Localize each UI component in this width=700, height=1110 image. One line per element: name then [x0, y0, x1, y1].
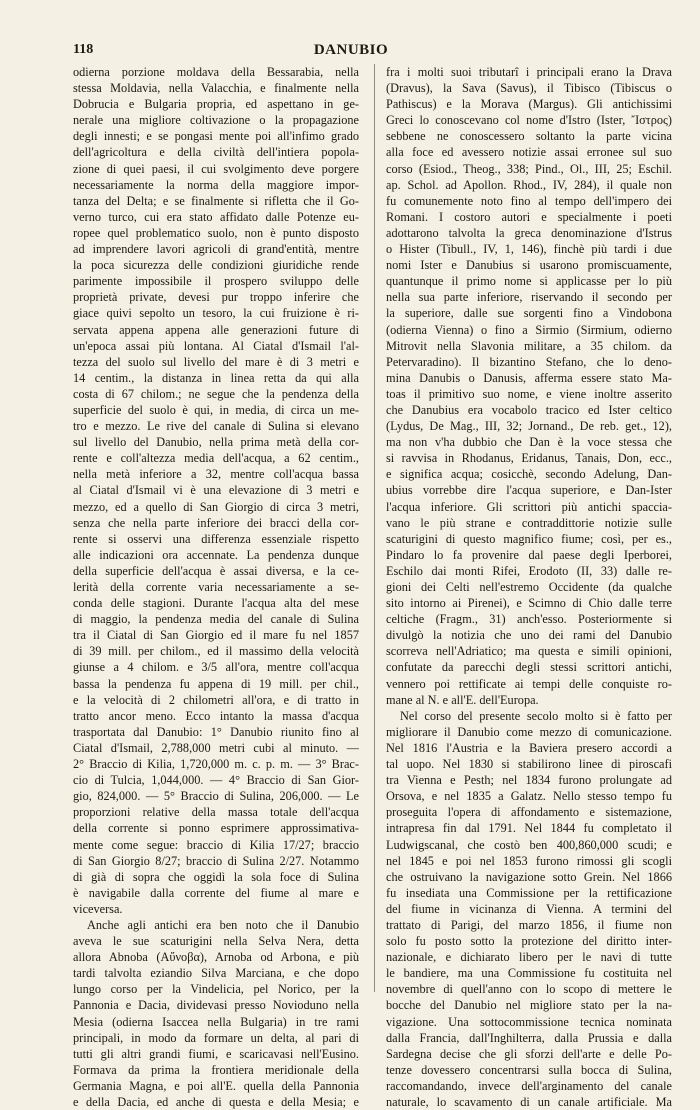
text-line: scaturigini di questo magnifico fiume; così, per es.,: [386, 531, 672, 546]
text-line: confutate da parecchi degli stessi scrittori antichi,: [386, 660, 672, 675]
text-line: proporzioni relative della massa totale dell'acqua: [73, 805, 359, 820]
text-line: della superficie dell'acqua è assai diversa, e la ce-: [73, 563, 359, 578]
text-line: Pindaro lo fa provenire dal paese degli Iperborei,: [386, 547, 672, 562]
text-line: e della Dacia, ed anche di questa e della Mesia; e: [73, 1095, 359, 1109]
text-line: parimente impossibile il prospero sviluppo delle: [73, 274, 359, 289]
text-line: l'acqua inferiore. Gli scrittori più antichi spaccia-: [386, 499, 672, 514]
text-line: e significa acqua; cosicchè, secondo Adelung, Dan-: [386, 467, 672, 482]
text-line: tratto ancor meno. Ecco intanto la massa d'acqua: [73, 708, 359, 723]
text-line: tra il Ciatal di San Giorgio ed il mare fu nel 1857: [73, 628, 359, 643]
text-line: rente e coll'altezza media dell'acqua, a 62 centim.,: [73, 451, 359, 466]
text-line: Greci lo conoscevano col nome d'Istro (Ister, Ἴστρος): [386, 113, 672, 128]
text-line: Formava da prima la frontiera meridionale della: [73, 1062, 359, 1077]
text-line: Ludwigscanal, che costò ben 400,860,000 scudi; e: [386, 837, 672, 852]
text-line: (odierna Vienna) o fino a Sirmio (Sirmium, odierno: [386, 322, 672, 337]
text-line: al Ciatal d'Ismail vi è una elevazione di 3 metri e: [73, 483, 359, 498]
text-line: intrapresa fin dal 1791. Nel 1844 fu completato il: [386, 821, 672, 836]
text-line: che ostruivano la navigazione sotto Grein. Nel 1866: [386, 869, 672, 884]
text-line: quantunque il primo nome si applicasse per lo più: [386, 274, 672, 289]
text-line: nomi Ister e Danubius si usarono promiscuamente,: [386, 258, 672, 273]
text-line: di 39 mill. per chilom., ed il massimo della velocità: [73, 644, 359, 659]
text-line: nazionale, e dichiarato libero per le navi di tutte: [386, 950, 672, 965]
text-line: Nel 1816 l'Austria e la Baviera presero accordi a: [386, 740, 672, 755]
text-line: trattato di Parigi, del marzo 1856, il fiume non: [386, 917, 672, 932]
text-line: solo fu posto sotto la protezione del diritto inter-: [386, 934, 672, 949]
text-line: scorreva nell'Adriatico; ma questa e simili opinioni,: [386, 644, 672, 659]
text-line: (Dravus), la Sava (Savus), il Tibisco (Tibiscus o: [386, 81, 672, 96]
text-line: Petervaradino). Il bizantino Stefano, che lo deno-: [386, 354, 672, 369]
text-line: novembre di quell'anno con lo scopo di mettere le: [386, 982, 672, 997]
text-line: lungo corso per la Vindelicia, pel Norico, per la: [73, 982, 359, 997]
text-line: conda delle stagioni. Durante l'acqua alta del mese: [73, 596, 359, 611]
text-line: tutti gli altri grandi fiumi, e scaricavasi nell'Eusino.: [73, 1046, 359, 1061]
text-line: Pathiscus) e la Morava (Margus). Gli antichissimi: [386, 97, 672, 112]
text-line: gioni dei Celti nell'estremo Occidente (da qualche: [386, 580, 672, 594]
text-line: allora Abnoba (Αὔνοβα), Arnoba od Arbona, e più: [73, 950, 359, 965]
text-line: adottarono talvolta la greca denominazione d'Istrus: [386, 225, 672, 240]
text-line: divulgò la notizia che uno dei rami del Danubio: [386, 628, 672, 643]
text-line: la poca sicurezza delle condizioni giuridiche rende: [73, 258, 359, 273]
text-line: bocche del Danubio nel migliore stato per la na-: [386, 998, 672, 1013]
text-line: Ciatal d'Ismail, 2,788,000 metri cubi al minuto. —: [73, 740, 359, 755]
text-line: Anche agli antichi era ben noto che il Danubio: [87, 917, 359, 932]
text-line: odierna porzione moldava della Bessarabia, nella: [73, 65, 359, 79]
text-line: proseguita l'opera di affondamento e sistemazione,: [386, 805, 672, 820]
text-line: le bandiere, ma una Commissione fu costituita nel: [386, 966, 672, 981]
text-line: tra Vienna e Pesth; nel 1834 furono prolungate ad: [386, 773, 672, 788]
text-line: e la velocità di 2 chilometri all'ora, e di tratto in: [73, 692, 359, 707]
text-line: fra i molti suoi tributarî i principali erano la Drava: [386, 65, 672, 79]
text-line: è navigabile dalla corrente del fiume al mare e: [73, 885, 359, 900]
text-line: di San Giorgio 8/27; braccio di Sulina 2/27. Notammo: [73, 853, 359, 868]
text-line: la superiore, dalle sue sorgenti fino a Vindobona: [386, 306, 672, 321]
text-line: lerità della corrente varia necessariamente a se-: [73, 580, 359, 594]
text-line: superficie del suolo è qui, in media, di circa un me-: [73, 402, 359, 417]
right-column: [386, 64, 672, 1110]
text-line: Pannonia e Dacia, dividevasi presso Novioduno nella: [73, 998, 359, 1013]
text-line: migliorare il Danubio come mezzo di comunicazione.: [386, 724, 672, 739]
text-line: principali, in modo da formare un delta, al pari di: [73, 1030, 359, 1045]
column-divider: [374, 64, 375, 992]
text-line: mane al N. e all'E. dell'Europa.: [386, 692, 539, 707]
text-line: 14 centim., la distanza in linea retta da qui alla: [73, 370, 359, 385]
text-line: Orsova, e nel 1835 a Galatz. Nello stesso tempo fu: [386, 789, 672, 804]
page-number: 118: [73, 42, 94, 57]
text-line: necessariamente la norma della maggiore impor-: [73, 177, 359, 192]
text-line: un'epoca assai più lontana. Al Ciatal d'Ismail l'al-: [73, 338, 359, 353]
text-line: tal uopo. Nel 1830 si stabilirono linee di piroscafi: [386, 757, 672, 772]
text-line: Mitrovit nella Slavonia militare, a 35 chilom. da: [386, 338, 672, 353]
text-line: mezzo, ed a quello di San Giorgio di circa 3 metri,: [73, 499, 359, 514]
text-line: si ravvisa in Rhodanus, Eridanus, Tanais, Don, ecc.,: [386, 451, 672, 466]
text-line: sebbene ne conoscessero soltanto la parte vicina: [386, 129, 672, 144]
text-line: dell'agricoltura e della civiltà dell'intiera popola-: [73, 145, 359, 160]
page-header: [73, 42, 629, 62]
text-line: aveva le sue scaturigini nella Selva Nera, detta: [73, 934, 359, 949]
text-line: toas il primitivo suo nome, e viene inoltre asserito: [386, 386, 672, 401]
text-line: mina Danubis o Danusis, afferma essere stato Ma-: [386, 370, 672, 385]
text-line: proprietà private, devesi pur troppo inferire che: [73, 290, 359, 305]
text-line: gio, 824,000. — 5° Braccio di Sulina, 206,000. — Le: [73, 789, 359, 804]
text-line: zione di quei paesi, il cui svolgimento deve porgere: [73, 161, 359, 176]
text-line: bassa la pendenza fu appena di 19 mill. per chil.,: [73, 676, 359, 691]
text-line: giunse a 4 chilom. e 3/5 all'ora, mentre coll'acqua: [73, 660, 359, 675]
text-line: tanza del Delta; e se finalmente si rifletta che il Go-: [73, 193, 359, 208]
text-line: trasportata dal Danubio: 1° Danubio riunito fino al: [73, 724, 359, 739]
text-line: 2° Braccio di Kilia, 1,720,000 m. c. p. m. — 3° Brac-: [73, 757, 359, 772]
text-line: degli innesti; e se pongasi mente poi all'infimo grado: [73, 129, 359, 144]
text-line: tezza del suolo sul livello del mare è di 3 metri e: [73, 354, 359, 369]
text-line: vennero poi rettificate ai tempi delle conquiste ro-: [386, 676, 672, 691]
text-line: viceversa.: [73, 901, 123, 916]
text-line: nella sua parte inferiore, riservando il secondo per: [386, 290, 672, 305]
text-line: mente come segue: braccio di Kilia 17/27; braccio: [73, 837, 359, 852]
text-line: corso (Esiod., Theog., 338; Pind., Ol., III, 25; Eschil.: [386, 161, 672, 176]
text-line: Nel corso del presente secolo molto si è fatto per: [400, 708, 672, 723]
text-line: costa di 67 chilom.; ne segue che la pendenza della: [73, 386, 359, 401]
left-column: [73, 64, 359, 1110]
text-line: Dobrucia e Bulgaria propria, ed aspettano in ge-: [73, 97, 359, 112]
text-line: fu comunemente noto fino al tempo dell'impero dei: [386, 193, 672, 208]
text-line: nerale una migliore coltivazione o la propagazione: [73, 113, 359, 128]
text-line: Romani. I costoro autori e specialmente i poeti: [386, 209, 672, 224]
text-line: Sardegna decise che gli sforzi dell'arte e delle Po-: [386, 1046, 672, 1061]
text-line: vano le più strane e contraddittorie notizie sulle: [386, 515, 672, 530]
text-line: (Lydus, De Mag., III, 32; Jornand., De reb. get., 12),: [386, 419, 672, 434]
running-title: DANUBIO: [313, 42, 389, 58]
text-line: ad imprendere lavori agricoli di grand'entità, mentre: [73, 242, 359, 257]
text-line: ma non v'ha dubbio che Dan è la voce stessa che: [386, 435, 672, 450]
text-line: vigazione. Una sottocommissione tecnica nominata: [386, 1014, 672, 1029]
text-line: Germania Magna, e poi all'E. quella della Pannonia: [73, 1078, 359, 1093]
text-line: dalla Francia, dall'Inghilterra, dalla Prussia e dalla: [386, 1030, 672, 1045]
text-line: sito intorno ai Pirenei), e Scimno di Chio dalle terre: [386, 596, 672, 611]
text-line: ubius vorrebbe dire l'acqua superiore, e Dan-Ister: [386, 483, 672, 498]
text-line: nel 1845 e poi nel 1853 furono rimossi gli scogli: [386, 853, 672, 868]
text-line: cio di Tulcia, 1,044,000. — 4° Braccio di San Gior-: [73, 773, 359, 788]
text-line: stessa Moldavia, nella Valacchia, e finalmente nella: [73, 81, 359, 96]
text-line: o Hister (Tibull., IV, 1, 146), finchè più tardi i due: [386, 242, 672, 257]
text-line: tenze dovessero concentrarsi sulla bocca di Sulina,: [386, 1062, 672, 1077]
text-line: ap. Schol. ad Apollon. Rhod., IV, 284), il quale non: [386, 177, 672, 192]
text-line: della corrente si ponno esprimere approssimativa-: [73, 821, 359, 836]
text-line: che Danubius era vocabolo tracico ed Ister celtico: [386, 402, 672, 417]
text-line: alla foce ed avessero notizie assai erronee sul suo: [386, 145, 672, 160]
text-line: rente si osservi una differenza essenziale rispetto: [73, 531, 359, 546]
text-line: Mesia (odierna Isaccea nella Bulgaria) in tre rami: [73, 1014, 359, 1029]
text-line: di maggio, la pendenza media del canale di Sulina: [73, 612, 359, 627]
text-line: giace quivi sepolto un tesoro, la cui fruizione è ri-: [73, 306, 359, 321]
text-line: sul livello del Danubio, nella prima metà della cor-: [73, 435, 359, 450]
text-line: Eschilo dai monti Rifei, Erodoto (II, 33) dalle re-: [386, 563, 672, 578]
text-line: alle indicazioni ora accennate. La pendenza dunque: [73, 547, 359, 562]
text-line: raccomandando, invece dell'arginamento del canale: [386, 1078, 672, 1093]
text-line: ropee quel problematico suolo, non è punto disposto: [73, 225, 359, 240]
text-line: senza che nella parte inferiore dei bracci della cor-: [73, 515, 359, 530]
text-line: del fiume in vicinanza di Vienna. A termini del: [386, 901, 672, 916]
text-line: tro e mezzo. Le rive del canale di Sulina si elevano: [73, 419, 359, 434]
text-line: naturale, lo scavamento di un canale artificiale. Ma: [386, 1095, 672, 1109]
text-line: fu insediata una Commissione per la rettificazione: [386, 885, 672, 900]
text-line: di già di sopra che oggidì la sola foce di Sulina: [73, 869, 359, 884]
text-line: tardi talvolta eziandio Silva Marciana, e che dopo: [73, 966, 359, 981]
text-line: nella metà inferiore a 32, mentre coll'acqua bassa: [73, 467, 359, 482]
text-line: servata appena appena alle generazioni future di: [73, 322, 359, 337]
text-line: verno turco, cui era stato affidato dalle Potenze eu-: [73, 209, 359, 224]
text-line: celtiche (Fragm., 31) anch'esso. Posteriormente si: [386, 612, 672, 627]
